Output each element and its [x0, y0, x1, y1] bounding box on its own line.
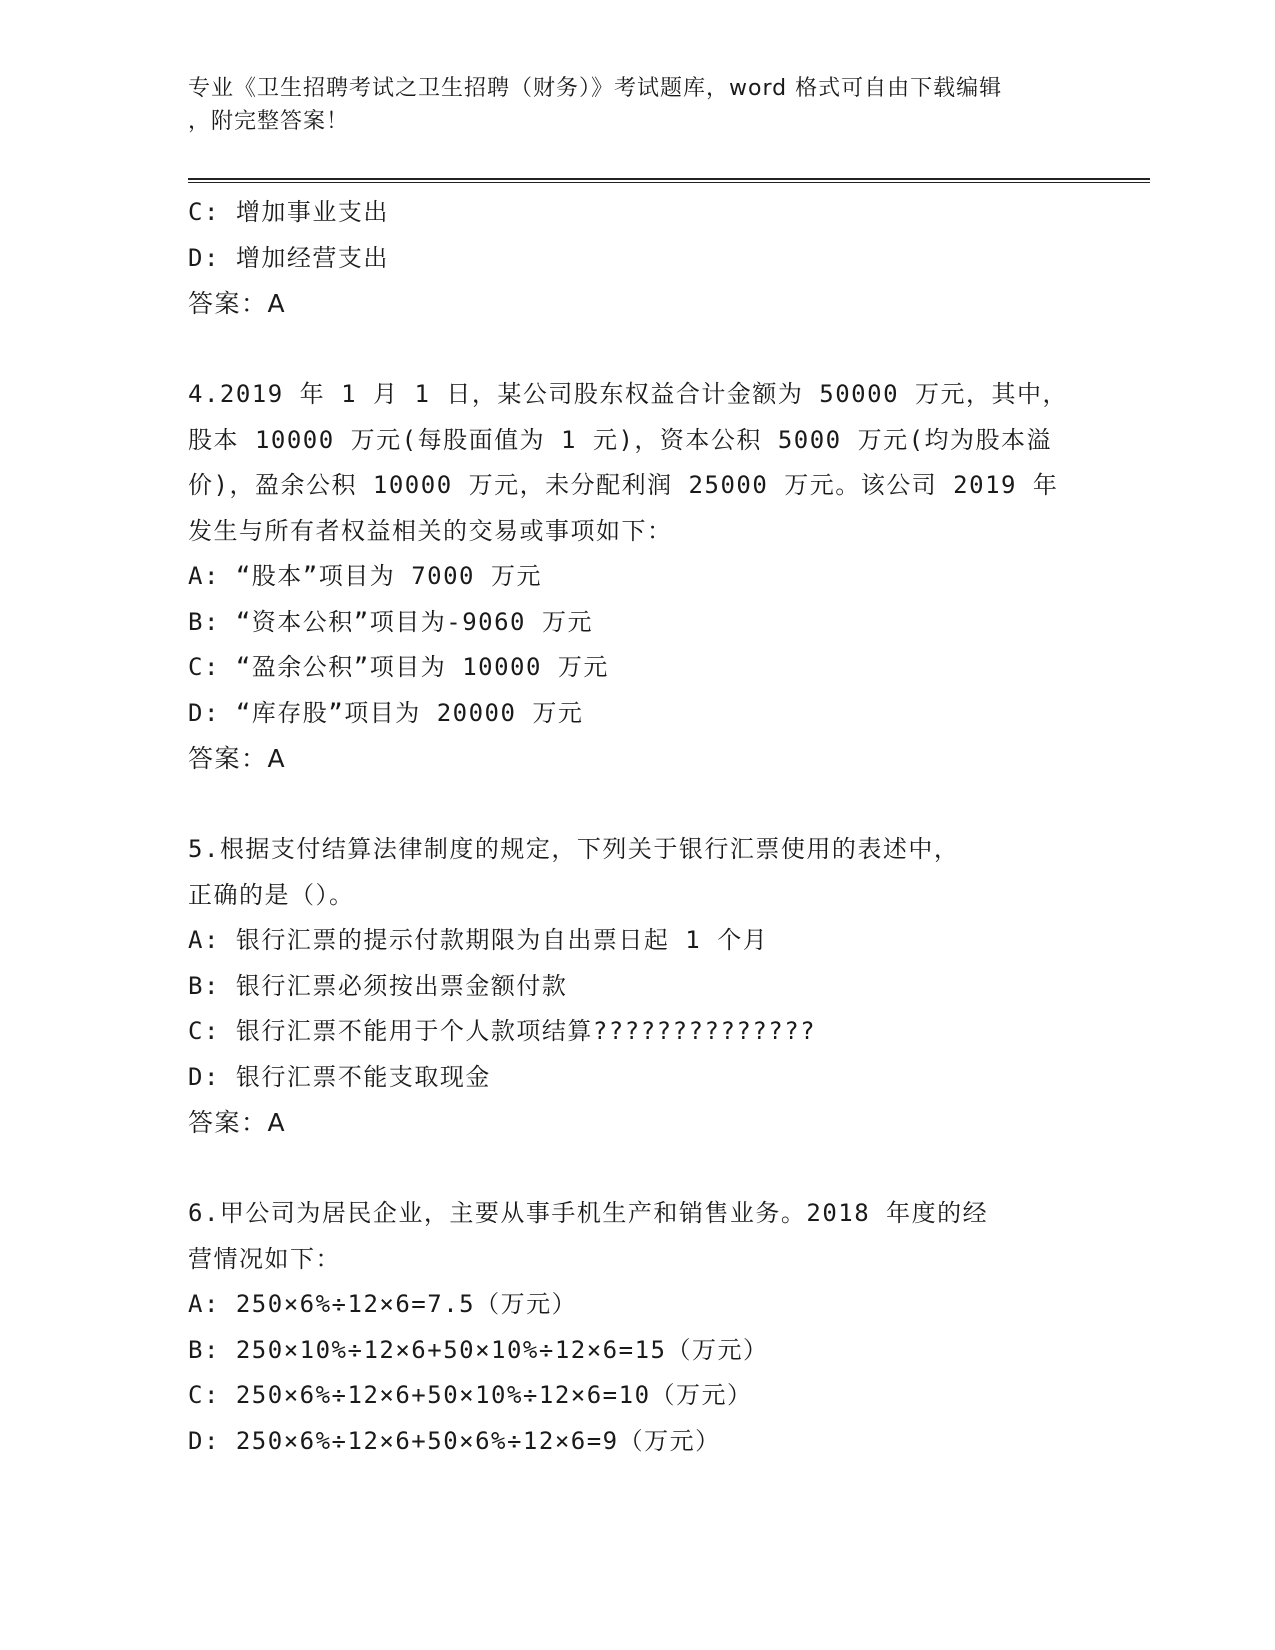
spacer [188, 327, 1088, 373]
spacer [188, 1146, 1088, 1192]
q3-option-c: C: 增加事业支出 [188, 198, 389, 226]
q4-stem-line-3: 价)，盈余公积 10000 万元，未分配利润 25000 万元。该公司 2019 年 [188, 471, 1059, 499]
q4-answer: 答案：A [188, 744, 287, 773]
q4-option-a: A: “股本”项目为 7000 万元 [188, 562, 542, 590]
q4-option-d: D: “库存股”项目为 20000 万元 [188, 698, 584, 727]
q6-option-a: A: 250×6%÷12×6=7.5（万元） [188, 1290, 578, 1318]
q5-answer: 答案：A [188, 1108, 287, 1137]
q6-option-c: C: 250×6%÷12×6+50×10%÷12×6=10（万元） [188, 1381, 753, 1409]
q4-option-b: B: “资本公积”项目为-9060 万元 [188, 607, 593, 636]
q4-stem-line-1: 4.2019 年 1 月 1 日，某公司股东权益合计金额为 50000 万元，其中， [188, 380, 1068, 408]
q6-stem-line-2: 营情况如下： [188, 1244, 341, 1273]
header-line-2: ，附完整答案！ [188, 109, 350, 134]
q4-option-c: C: “盈余公积”项目为 10000 万元 [188, 653, 609, 681]
q6-option-b: B: 250×10%÷12×6+50×10%÷12×6=15（万元） [188, 1335, 769, 1364]
q3-answer: 答案：A [188, 289, 287, 318]
header-line-1: 专业《卫生招聘考试之卫生招聘（财务）》考试题库，word 格式可自由下载编辑 [188, 76, 1003, 101]
q5-option-c: C: 银行汇票不能用于个人款项结算?????????????? [188, 1017, 817, 1045]
q5-option-d: D: 银行汇票不能支取现金 [188, 1062, 491, 1091]
spacer [188, 782, 1088, 828]
q5-stem-line-1: 5.根据支付结算法律制度的规定，下列关于银行汇票使用的表述中， [188, 835, 960, 863]
header-divider [188, 178, 1150, 183]
q6-option-d: D: 250×6%÷12×6+50×6%÷12×6=9（万元） [188, 1426, 721, 1455]
q6-stem-line-1: 6.甲公司为居民企业，主要从事手机生产和销售业务。2018 年度的经 [188, 1199, 989, 1227]
q3-option-d: D: 增加经营支出 [188, 243, 389, 272]
question-content [188, 190, 1088, 1464]
document-header [188, 72, 1068, 138]
q4-stem-line-2: 股本 10000 万元(每股面值为 1 元)，资本公积 5000 万元(均为股本溢 [188, 425, 1053, 454]
q5-stem-line-2: 正确的是（）。 [188, 880, 355, 909]
q5-option-a: A: 银行汇票的提示付款期限为自出票日起 1 个月 [188, 926, 769, 954]
q5-option-b: B: 银行汇票必须按出票金额付款 [188, 971, 568, 1000]
q4-stem-line-4: 发生与所有者权益相关的交易或事项如下： [188, 516, 673, 545]
